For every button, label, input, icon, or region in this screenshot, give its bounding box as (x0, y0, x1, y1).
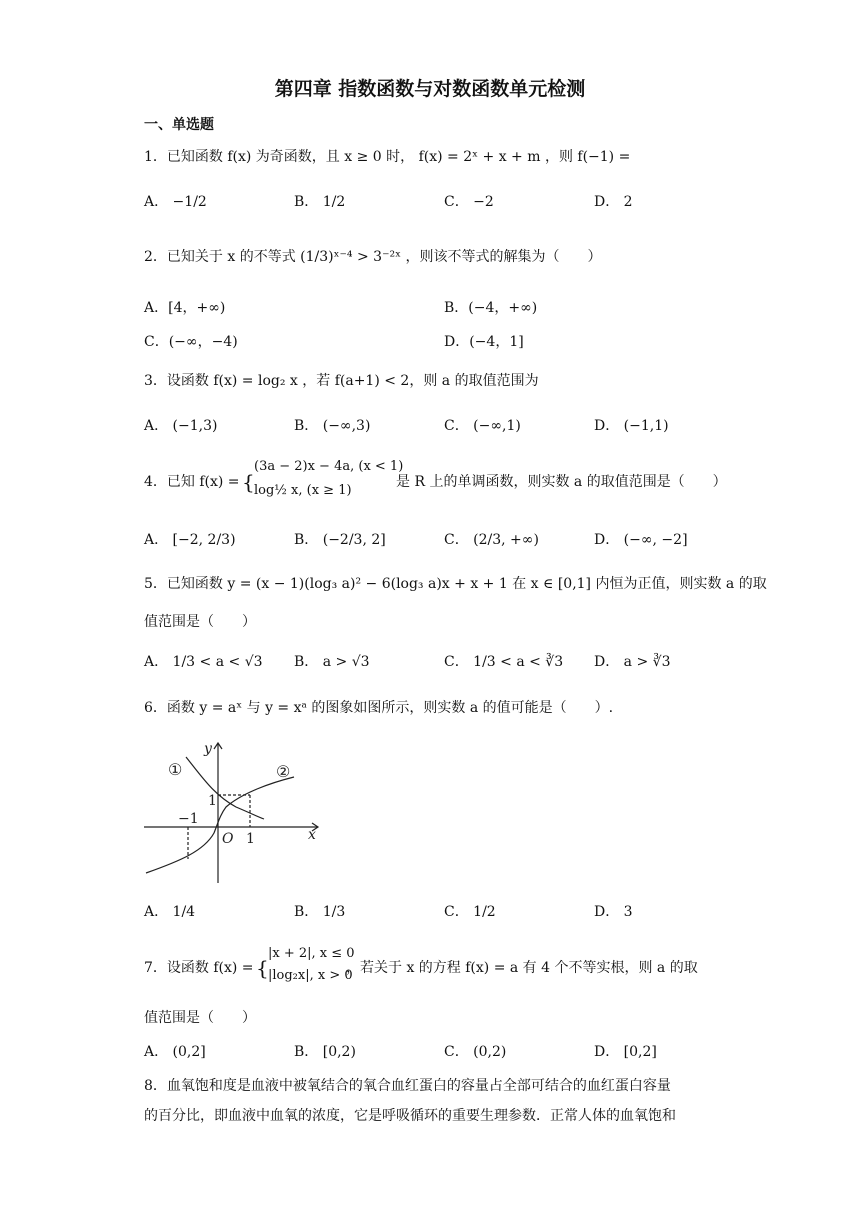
q3-option-a: A． (−1,3) (144, 418, 218, 434)
q4-option-a: A． [−2, 2/3) (144, 532, 236, 548)
q7-piece-1: |x + 2|, x ≤ 0 (268, 946, 355, 961)
q1-option-a: A． −1/2 (144, 194, 207, 210)
question-4-stem-start: 4．已知 f(x) = (144, 474, 240, 490)
question-7-stem-start: 7．设函数 f(x) = (144, 960, 254, 976)
question-8-line-2: 的百分比，即血液中血氧的浓度，它是呼吸循环的重要生理参数．正常人体的血氧饱和 (144, 1108, 676, 1124)
q2-option-b: B．(−4，+∞) (444, 300, 538, 316)
q5-option-a: A． 1/3 < a < √3 (144, 654, 263, 670)
q5-option-b: B． a > √3 (294, 654, 370, 670)
q6-option-b: B． 1/3 (294, 904, 346, 920)
q5-option-c: C． 1/3 < a < ∛3 (444, 654, 564, 670)
q4-option-c: C． (2/3, +∞) (444, 532, 539, 548)
question-5-stem: 5．已知函数 y = (x − 1)(log₃ a)² − 6(log₃ a)x + x + 1 在 x ∈ [0,1] 内恒为正值，则实数 a 的取 (144, 576, 767, 592)
curve-2-power (146, 777, 294, 873)
question-2-stem: 2．已知关于 x 的不等式 (1/3)ˣ⁻⁴ > 3⁻²ˣ ，则该不等式的解集为（ ） (144, 249, 602, 265)
q4-option-d: D． (−∞, −2] (594, 532, 688, 548)
x-tick-1-label: 1 (246, 831, 255, 847)
q7-option-d: D． [0,2] (594, 1044, 657, 1060)
y-axis-label: y (204, 741, 212, 757)
q2-option-d: D．(−4，1] (444, 334, 524, 350)
origin-label: O (222, 831, 234, 847)
x-axis-label: x (308, 827, 316, 843)
page-title: 第四章 指数函数与对数函数单元检测 (274, 78, 586, 100)
x-tick-neg1-label: −1 (178, 811, 199, 827)
q6-option-a: A． 1/4 (144, 904, 196, 920)
question-7-stem-end: ，若关于 x 的方程 f(x) = a 有 4 个不等实根，则 a 的取 (346, 960, 698, 976)
q1-option-d: D． 2 (594, 194, 633, 210)
q4-piece-2: log½ x, (x ≥ 1) (254, 483, 352, 498)
q1-option-b: B． 1/2 (294, 194, 346, 210)
q7-option-b: B． [0,2) (294, 1044, 356, 1060)
q4-brace: { (242, 470, 255, 494)
question-6-stem: 6．函数 y = aˣ 与 y = xᵃ 的图象如图所示，则实数 a 的值可能是（ ）. (144, 700, 614, 716)
q3-option-d: D． (−1,1) (594, 418, 669, 434)
question-7-stem-continued: 值范围是（ ） (144, 1010, 256, 1026)
q2-option-c: C．(−∞，−4) (144, 334, 238, 350)
curve-1-exponential (186, 757, 264, 819)
q2-option-a: A．[4，+∞) (144, 300, 226, 316)
q7-piece-2: |log₂x|, x > 0 (268, 968, 353, 983)
q5-option-d: D． a > ∛3 (594, 654, 671, 670)
y-tick-1-label: 1 (208, 793, 217, 809)
q4-option-b: B． (−2/3, 2] (294, 532, 386, 548)
q4-piece-1: (3a − 2)x − 4a, (x < 1) (254, 459, 404, 474)
question-5-stem-continued: 值范围是（ ） (144, 614, 256, 630)
question-1-stem: 1．已知函数 f(x) 为奇函数，且 x ≥ 0 时， f(x) = 2ˣ + x + m ，则 f(−1) = (144, 149, 631, 165)
curve-2-label: ② (276, 762, 291, 781)
q7-option-a: A． (0,2] (144, 1044, 206, 1060)
q7-option-c: C． (0,2) (444, 1044, 507, 1060)
question-3-stem: 3．设函数 f(x) = log₂ x ，若 f(a+1) < 2，则 a 的取值范围为 (144, 373, 539, 389)
q3-option-b: B． (−∞,3) (294, 418, 371, 434)
q6-option-d: D． 3 (594, 904, 633, 920)
question-4-stem-end: 是 R 上的单调函数，则实数 a 的取值范围是（ ） (396, 474, 727, 490)
question-8-line-1: 8．血氧饱和度是血液中被氧结合的氧合血红蛋白的容量占全部可结合的血红蛋白容量 (144, 1078, 671, 1094)
q6-option-c: C． 1/2 (444, 904, 496, 920)
q1-option-c: C． −2 (444, 194, 494, 210)
section-heading: 一、单选题 (144, 117, 214, 133)
curve-1-label: ① (168, 760, 183, 779)
function-graph-figure (140, 735, 340, 885)
q7-brace: { (256, 956, 269, 980)
q3-option-c: C． (−∞,1) (444, 418, 521, 434)
